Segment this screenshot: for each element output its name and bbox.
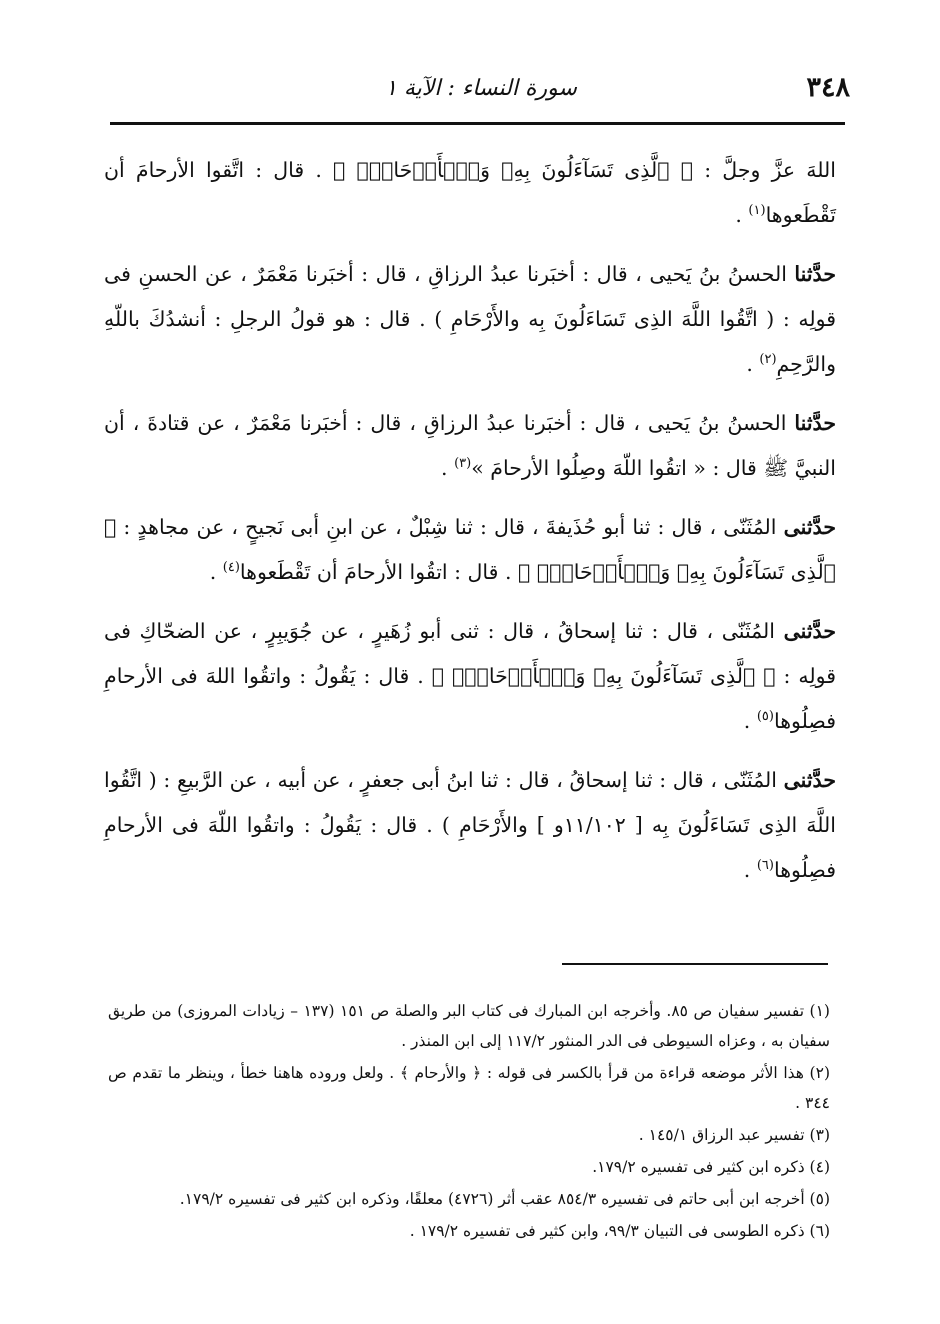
main-text bbox=[104, 148, 836, 907]
paragraph-text: اللهَ عزَّ وجلَّ : ﴿ ٱلَّذِى تَسَآءَلُونَ بِهِۦ وَٱلۡأَرۡحَامَۚ ﴾ . قال : اتَّقوا الأرحامَ أن تَقْطَعوها bbox=[104, 158, 836, 227]
paragraph-5 bbox=[104, 609, 836, 744]
paragraph-3 bbox=[104, 401, 836, 491]
paragraph-text: الحسنُ بنُ يَحيى ، قال : أخبَرنا عبدُ الرزاقِ ، قال : أخبَرنا مَعْمَرٌ ، عن قتادةَ ، أن النبيَّ ﷺ قال : « اتقُوا اللّهَ وصِلُوا الأرحامَ » bbox=[104, 411, 836, 480]
paragraph-1 bbox=[104, 148, 836, 238]
isnad-lead: حدَّثنا bbox=[794, 262, 836, 286]
footnote-5: (٥) أخرجه ابن أبى حاتم فى تفسيره ٨٥٤/٣ عقب أثر (٤٧٢٦) معلقًا، وذكره ابن كثير فى تفسيره ١٧٩/٢. bbox=[179, 1190, 830, 1208]
paragraph-text: المُثَنّى ، قال : ثنا أبو حُذَيفةَ ، قال : ثنا شِبْلٌ ، عن ابنِ أبى نَجيحٍ ، عن مجاهدٍ : ﴿ ٱلَّذِى تَسَآءَلُونَ بِهِۦ وَٱلۡأَرۡحَامَۚ ﴾ . قال : اتقُوا الأرحامَ أن تَقْطَعوها bbox=[104, 515, 836, 584]
paragraph-2 bbox=[104, 252, 836, 387]
footnote-1: (١) تفسير سفيان ص ٨٥. وأخرجه ابن المبارك فى كتاب البر والصلة ص ١٥١ (١٣٧ – زيادات المروزى) من طريق سفيان به ، وعزاه السيوطى فى الدر المنثور ١١٧/٢ إلى ابن المنذر . bbox=[108, 1002, 830, 1050]
footnote-3: (٣) تفسير عبد الرزاق ١٤٥/١ . bbox=[638, 1126, 830, 1144]
paragraph-end: . bbox=[743, 858, 757, 882]
paragraph-text: الحسنُ بنُ يَحيى ، قال : أخبَرنا عبدُ الرزاقِ ، قال : أخبَرنا مَعْمَرٌ ، عن الحسنِ فى قولِه : ( اتَّقُوا اللَّهَ الذِى تَسَاءَلُونَ بِه والأَرْحَامِ ) . قال : هو قولُ الرجلِ : أنشدُكَ باللّهِ والرَّحِمِ bbox=[104, 262, 836, 376]
page-number: ٣٤٨ bbox=[806, 72, 850, 103]
isnad-lead: حدَّثنا bbox=[794, 411, 836, 435]
paragraph-end: . bbox=[441, 456, 455, 480]
paragraph-end: . bbox=[735, 203, 749, 227]
footnote-ref-4[interactable]: (٤) bbox=[222, 560, 240, 576]
paragraph-end: . bbox=[209, 560, 223, 584]
footnotes bbox=[108, 996, 830, 1248]
footnote-ref-1[interactable]: (١) bbox=[748, 203, 766, 219]
footnote-ref-5[interactable]: (٥) bbox=[756, 709, 774, 725]
footnote-2: (٢) هذا الأثر موضعه قراءة من قرأ بالكسر فى قوله : ﴿ والأرحام ﴾ . ولعل وروده هاهنا خطأ ، وينظر ما تقدم ص ٣٤٤ . bbox=[108, 1064, 830, 1112]
footnote-6: (٦) ذكره الطوسى فى التبيان ٩٩/٣، وابن كثير فى تفسيره ١٧٩/٢ . bbox=[409, 1222, 830, 1240]
running-header bbox=[112, 70, 850, 120]
footnote-ref-6[interactable]: (٦) bbox=[756, 858, 774, 874]
footnote-ref-3[interactable]: (٣) bbox=[454, 456, 472, 472]
paragraph-end: . bbox=[746, 352, 760, 376]
footnote-4: (٤) ذكره ابن كثير فى تفسيره ١٧٩/٢. bbox=[592, 1158, 830, 1176]
isnad-lead: حدَّثنى bbox=[783, 619, 836, 643]
running-title: سورة النساء : الآية ١ bbox=[385, 76, 577, 101]
paragraph-text: المُثَنّى ، قال : ثنا إسحاقُ ، قال : ثنى أبو زُهَيرٍ ، عن جُوَيبِرٍ ، عن الضحّاكِ فى قولِه : ﴿ ٱلَّذِى تَسَآءَلُونَ بِهِۦ وَٱلۡأَرۡحَامَۚ ﴾ . قال : يَقُولُ : واتقُوا اللهَ فى الأرحامِ فصِلُوها bbox=[104, 619, 836, 733]
isnad-lead: حدَّثنى bbox=[783, 768, 836, 792]
footnote-ref-2[interactable]: (٢) bbox=[759, 352, 777, 368]
paragraph-4 bbox=[104, 505, 836, 595]
paragraph-6 bbox=[104, 758, 836, 893]
footnote-rule bbox=[562, 963, 828, 965]
header-rule bbox=[110, 122, 845, 125]
paragraph-text: المُثَنّى ، قال : ثنا إسحاقُ ، قال : ثنا ابنُ أبى جعفرٍ ، عن أبيه ، عن الرَّبيعِ : ( اتَّقُوا اللَّهَ الذِى تَسَاءَلُونَ بِه [ ١١/١٠٢و ] والأَرْحَامِ ) . قال : يَقُولُ : واتقُوا اللّهَ فى الأرحامِ فصِلُوها bbox=[104, 768, 836, 882]
paragraph-end: . bbox=[743, 709, 757, 733]
isnad-lead: حدَّثنى bbox=[783, 515, 836, 539]
